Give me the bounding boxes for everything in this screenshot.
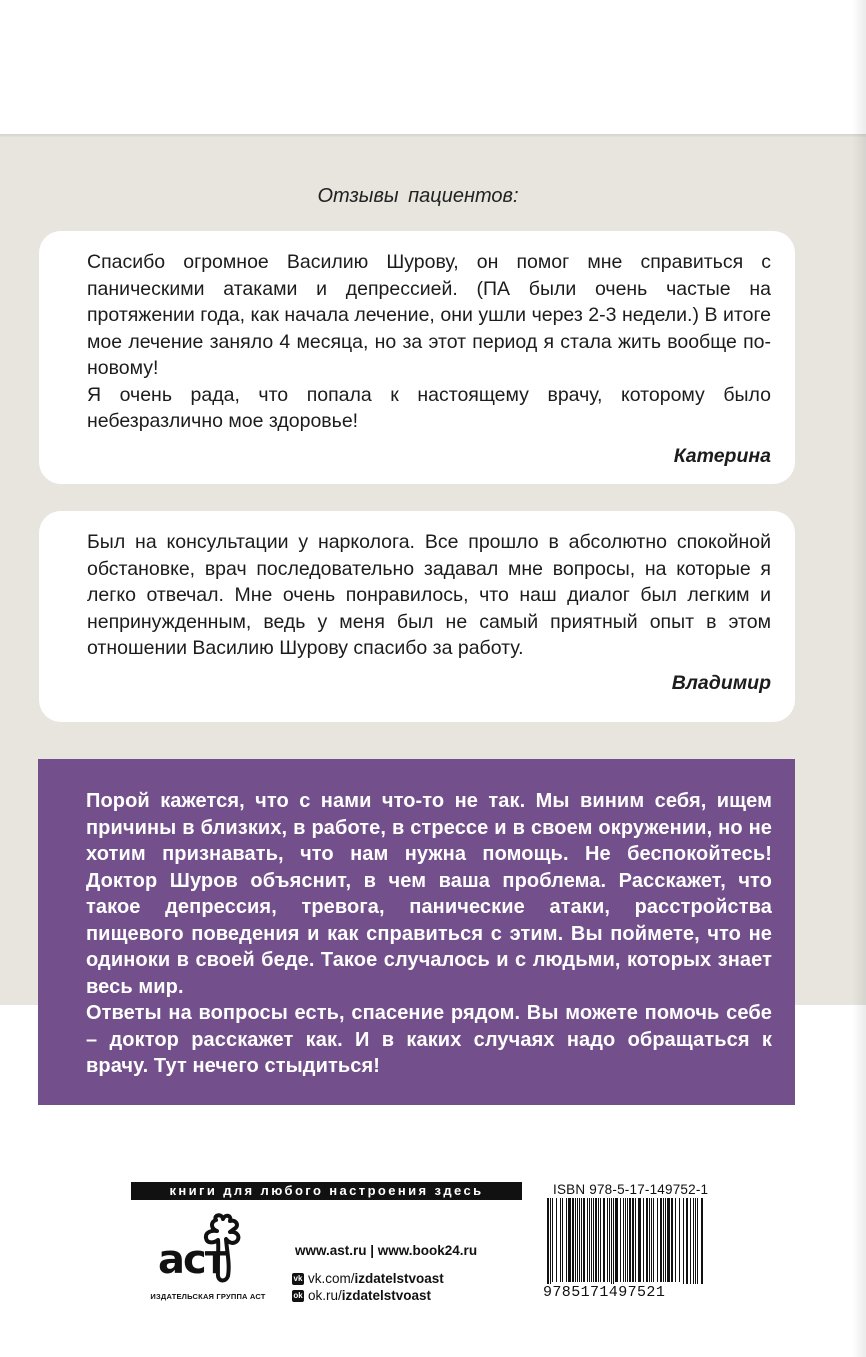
publisher-name: ИЗДАТЕЛЬСКАЯ ГРУППА АСТ [150, 1292, 266, 1301]
vk-icon: vk [293, 1273, 303, 1283]
review-paragraph: Спасибо огромное Василию Шурову, он помог мне справиться с паническими атаками и депрессией. (ПА были очень частые на протяжении года, как начала лечение, они ушли через 2-3 недели.) В итоге мое лечение заняло 4 месяца, но за этот период я стала жить вообще по-новому! [87, 251, 771, 379]
barcode-bar [579, 1198, 580, 1282]
vk-prefix: vk.com/ [308, 1271, 355, 1286]
barcode-bar [625, 1198, 626, 1282]
barcode-bar [667, 1198, 670, 1282]
barcode-bar [593, 1198, 594, 1282]
review-author: Катерина [673, 444, 771, 467]
ok-icon: ok [293, 1290, 303, 1300]
barcode [545, 1198, 707, 1288]
barcode-bar [547, 1198, 549, 1288]
barcode-bar [686, 1198, 688, 1288]
barcode-bar [701, 1198, 703, 1288]
barcode-bar [632, 1198, 634, 1282]
barcode-bar [562, 1198, 563, 1282]
barcode-bar [611, 1198, 612, 1288]
ok-handle: izdatelstvoast [341, 1288, 432, 1303]
barcode-bar [690, 1198, 691, 1288]
barcode-bar [649, 1198, 650, 1282]
barcode-bar [638, 1198, 641, 1282]
barcode-bar [577, 1198, 578, 1282]
blurb-paragraph: Порой кажется, что с нами что-то не так. Мы виним себя, ищем причины в близких, в работе, в стрессе и в своем окружении, но не хотим признавать, что нам нужна помощь. Не беспокойтесь! Доктор Шуров объяснит, в чем ваша проблема. Расскажет, что такое депрессия, тревога, панические атаки, расстройства пищевого поведения и как справиться с этим. Вы поймете, что не одиноки в своей беде. Такое случалось и с людьми, которых знает весь мир. [86, 790, 772, 998]
barcode-bar [603, 1198, 605, 1282]
barcode-bar [683, 1198, 684, 1288]
barcode-bar [660, 1198, 662, 1282]
barcode-bar [560, 1198, 561, 1282]
website-links[interactable]: www.ast.ru | www.book24.ru [295, 1243, 478, 1258]
page-edge-shade [852, 0, 866, 1357]
review-card [39, 511, 795, 722]
barcode-bar [589, 1198, 590, 1282]
blurb-paragraph: Ответы на вопросы есть, спасение рядом. Вы можете помочь себе – доктор расскажет как. И в каких случаях надо обращаться к врачу. Тут нечего стыдиться! [86, 1002, 772, 1077]
barcode-bar [629, 1198, 631, 1282]
barcode-bar [620, 1198, 621, 1282]
barcode-bar [613, 1198, 614, 1288]
barcode-bar [556, 1198, 557, 1282]
barcode-bar [646, 1198, 648, 1282]
review-paragraph: Я очень рада, что попала к настоящему врачу, которому было небезразлично мое здоровье! [87, 383, 771, 432]
review-card [39, 231, 795, 484]
barcode-bar [581, 1198, 582, 1282]
barcode-bar [609, 1198, 610, 1282]
barcode-bar [627, 1198, 628, 1282]
barcode-bar [550, 1198, 551, 1288]
ok-prefix: ok.ru/ [308, 1288, 342, 1303]
barcode-bar [591, 1198, 592, 1282]
barcode-bar [587, 1198, 588, 1282]
barcode-bar [623, 1198, 624, 1282]
barcode-bar [583, 1198, 585, 1282]
barcode-bar [693, 1198, 694, 1288]
barcode-bar [566, 1198, 567, 1282]
top-margin [0, 0, 866, 134]
reviews-heading: Отзывы пациентов: [317, 185, 519, 207]
review-author: Владимир [671, 671, 771, 694]
barcode-digits: 9785171497521 [543, 1284, 708, 1301]
barcode-bar [695, 1198, 696, 1288]
logo-wordmark: аст [158, 1237, 226, 1283]
slogan-banner: книги для любого настроения здесь [131, 1182, 522, 1200]
barcode-bar [607, 1198, 608, 1282]
barcode-bar [552, 1198, 553, 1282]
barcode-bar [663, 1198, 664, 1282]
vk-link[interactable] [292, 1271, 444, 1286]
barcode-bar [635, 1198, 636, 1282]
isbn-number: ISBN 978-5-17-149752-1 [553, 1182, 709, 1197]
review-paragraph: Был на консультации у нарколога. Все прошло в абсолютно спокойной обстановке, врач последовательно задавал мне вопросы, на которые я легко отвечал. Мне очень понравилось, что наш диалог был легким и непринужденным, ведь у меня был не самый приятный опыт в этом отношении Василию Шурову спасибо за работу. [87, 531, 771, 659]
barcode-bar [671, 1198, 673, 1282]
barcode-bar [697, 1198, 698, 1288]
barcode-bar [675, 1198, 676, 1282]
barcode-bar [657, 1198, 658, 1282]
barcode-bar [595, 1198, 597, 1282]
barcode-bar [615, 1198, 618, 1282]
barcode-bar [568, 1198, 571, 1282]
barcode-bar [643, 1198, 644, 1282]
barcode-bar [651, 1198, 652, 1282]
barcode-bar [600, 1198, 601, 1282]
barcode-bar [679, 1198, 680, 1282]
barcode-bar [665, 1198, 666, 1282]
vk-handle: izdatelstvoast [354, 1271, 444, 1286]
barcode-bar [572, 1198, 574, 1282]
ok-link[interactable] [292, 1288, 431, 1303]
barcode-bar [598, 1198, 599, 1282]
barcode-bar [575, 1198, 576, 1282]
barcode-bar [653, 1198, 654, 1282]
book-blurb [38, 759, 795, 1105]
